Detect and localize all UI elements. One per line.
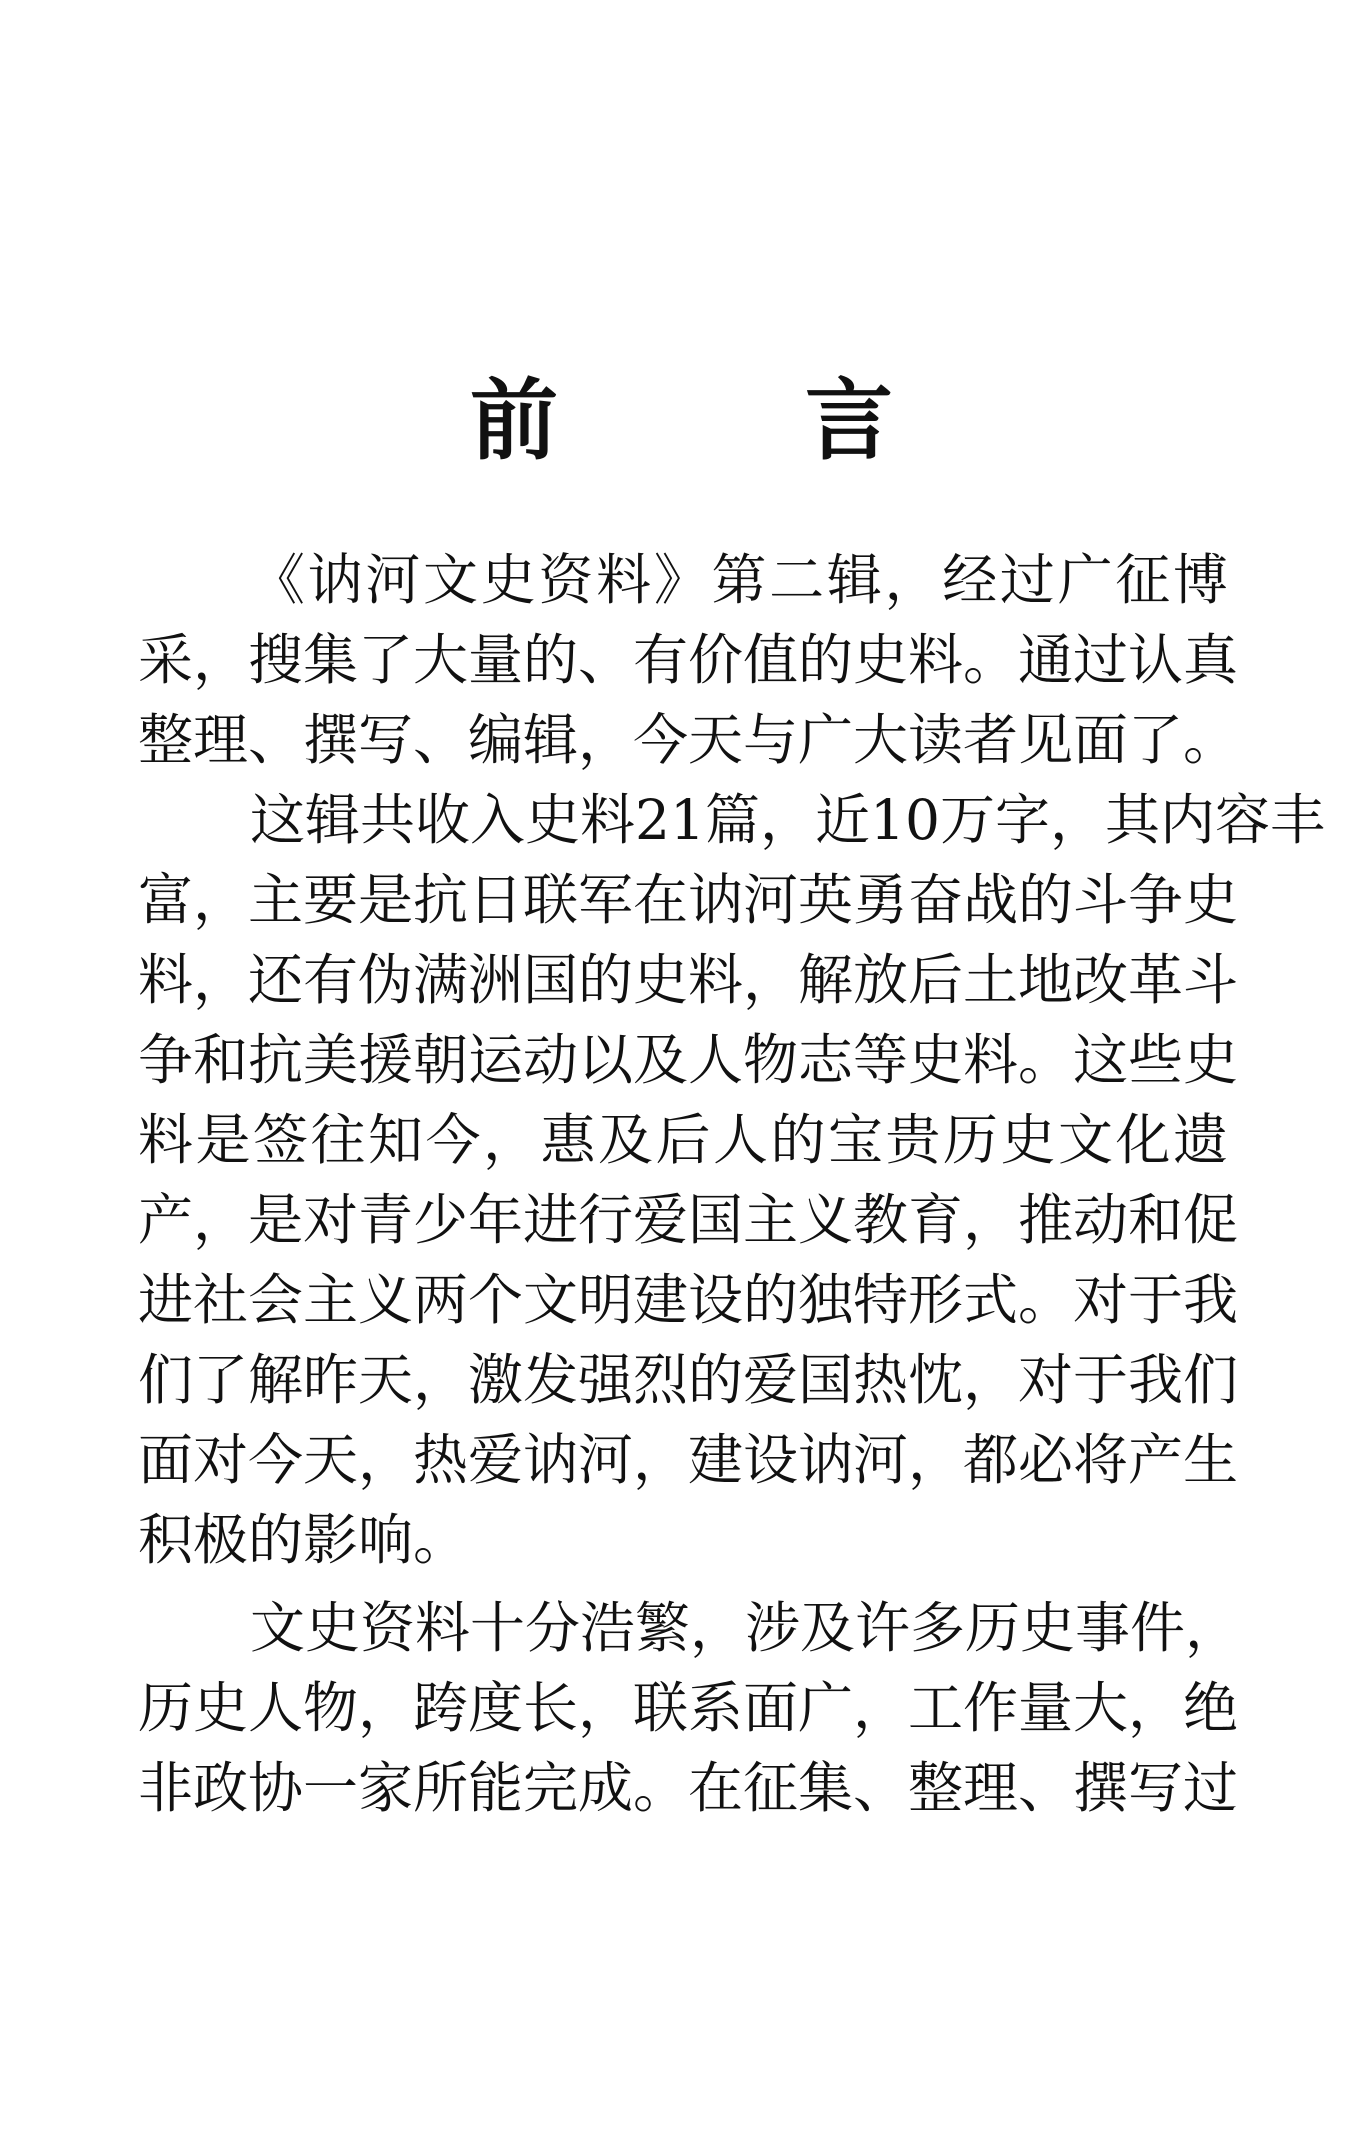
paragraph-1-line-3: 整理、撰写、编辑，今天与广大读者见面了。	[138, 708, 1239, 772]
paragraph-2-line-4: 争和抗美援朝运动以及人物志等史料。这些史	[138, 1028, 1239, 1092]
paragraph-2-line-3: 料，还有伪满洲国的史料，解放后土地改革斗	[138, 948, 1239, 1012]
paragraph-3-line-1: 文史资料十分浩繁，涉及许多历史事件，	[250, 1596, 1241, 1660]
title-char-1: 前	[470, 368, 559, 472]
paragraph-2-line-9: 面对今天，热爱讷河，建设讷河，都必将产生	[138, 1428, 1239, 1492]
paragraph-2-line-1: 这辑共收入史料21篇，近10万字，其内容丰	[250, 788, 1325, 852]
paragraph-1-line-1: 《讷河文史资料》第二辑，经过广征博	[250, 548, 1228, 612]
paragraph-2-line-2: 富，主要是抗日联军在讷河英勇奋战的斗争史	[138, 868, 1239, 932]
page-title	[0, 365, 1367, 475]
paragraph-2-line-8: 们了解昨天，激发强烈的爱国热忱，对于我们	[138, 1348, 1239, 1412]
paragraph-2-line-10: 积极的影响。	[138, 1508, 469, 1572]
paragraph-2-line-5: 料是签往知今，惠及后人的宝贵历史文化遗	[138, 1108, 1228, 1172]
body-text	[138, 540, 1325, 1828]
paragraph-3-line-2: 历史人物，跨度长，联系面广，工作量大，绝	[138, 1676, 1239, 1740]
paragraph-3-line-3: 非政协一家所能完成。在征集、整理、撰写过	[138, 1756, 1239, 1820]
paragraph-gap	[138, 1580, 1228, 1588]
paragraph-1-line-2: 采，搜集了大量的、有价值的史料。通过认真	[138, 628, 1239, 692]
paragraph-2-line-7: 进社会主义两个文明建设的独特形式。对于我	[138, 1268, 1239, 1332]
paragraph-2-line-6: 产，是对青少年进行爱国主义教育，推动和促	[138, 1188, 1239, 1252]
title-char-2: 言	[805, 368, 894, 472]
